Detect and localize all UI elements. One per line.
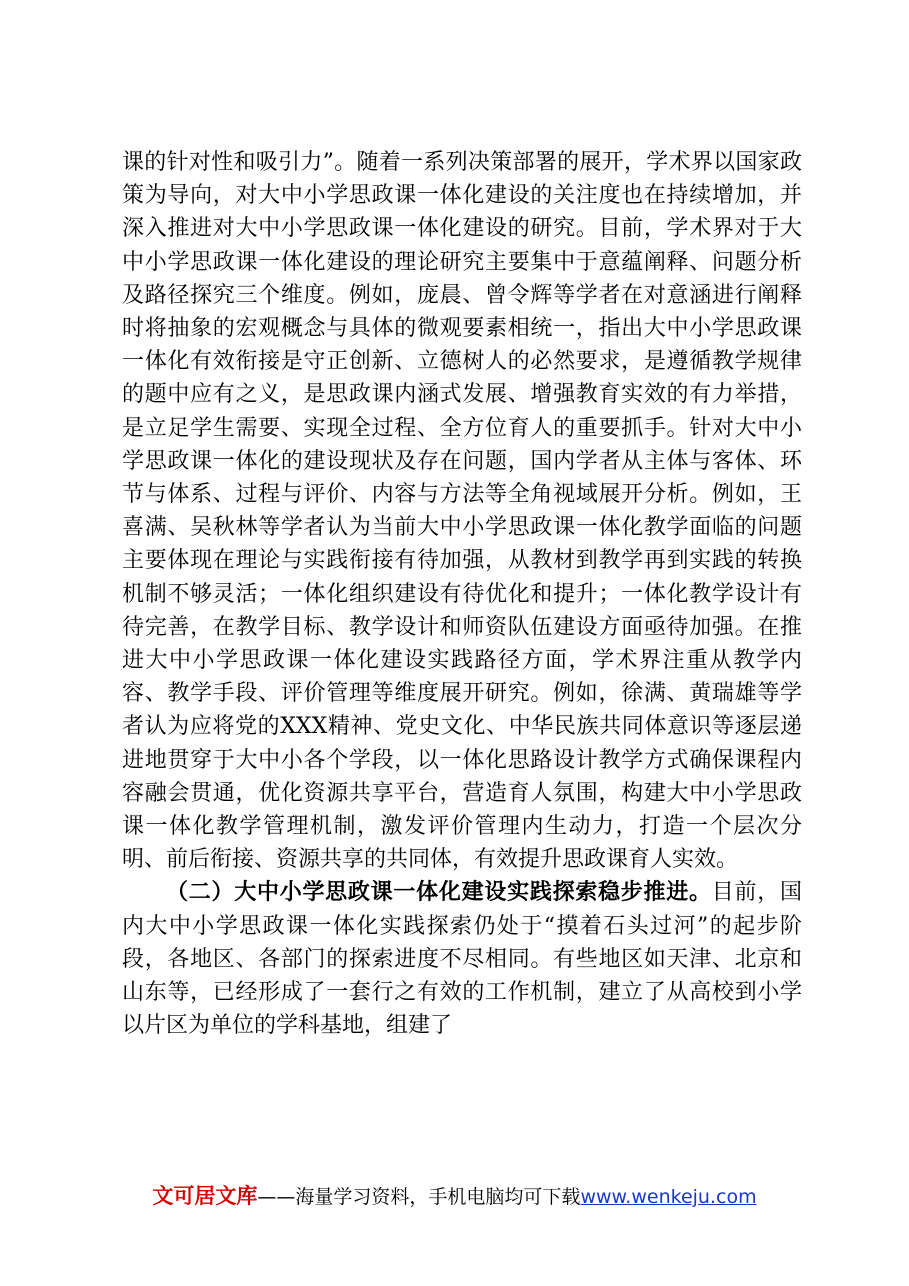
footer-slogan: ——海量学习资料，手机电脑均可下载 bbox=[257, 1186, 581, 1208]
footer-banner bbox=[0, 1183, 909, 1210]
paragraph-text: 目前，国内大中小学思政课一体化实践探索仍处于“摸着石头过河”的起步阶段，各地区、各部门的探索进度不尽相同。有些地区如天津、北京和山东等，已经形成了一套行之有效的工作机制，建立了从高校到小学以片区为单位的学科基地，组建了 bbox=[122, 880, 802, 1039]
footer-brand: 文可居文库 bbox=[152, 1184, 258, 1208]
footer-website-link[interactable]: www.wenkeju.com bbox=[580, 1186, 757, 1208]
paragraph bbox=[122, 876, 802, 1042]
paragraph bbox=[122, 146, 802, 876]
section-heading: （二）大中小学思政课一体化建设实践探索稳步推进。 bbox=[166, 879, 712, 906]
paragraph-text: 课的针对性和吸引力”。随着一系列决策部署的展开，学术界以国家政策为导向，对大中小学思政课一体化建设的关注度也在持续增加，并深入推进对大中小学思政课一体化建设的研究。目前，学术界对于大中小学思政课一体化建设的理论研究主要集中于意蕴阐释、问题分析及路径探究三个维度。例如，庞晨、曾令辉等学者在对意涵进行阐释时将抽象的宏观概念与具体的微观要素相统一，指出大中小学思政课一体化有效衔接是守正创新、立德树人的必然要求，是遵循教学规律的题中应有之义，是思政课内涵式发展、增强教育实效的有力举措，是立足学生需要、实现全过程、全方位育人的重要抓手。针对大中小学思政课一体化的建设现状及存在问题，国内学者从主体与客体、环节与体系、过程与评价、内容与方法等全角视域展开分析。例如，王喜满、吴秋林等学者认为当前大中小学思政课一体化教学面临的问题主要体现在理论与实践衔接有待加强，从教材到教学再到实践的转换机制不够灵活；一体化组织建设有待优化和提升；一体化教学设计有待完善，在教学目标、教学设计和师资队伍建设方面亟待加强。在推进大中小学思政课一体化建设实践路径方面，学术界注重从教学内容、教学手段、评价管理等维度展开研究。例如，徐满、黄瑞雄等学者认为应将党的XXX精神、党史文化、中华民族共同体意识等逐层递进地贯穿于大中小各个学段，以一体化思路设计教学方式确保课程内容融会贯通，优化资源共享平台，营造育人氛围，构建大中小学思政课一体化教学管理机制，激发评价管理内生动力，打造一个层次分明、前后衔接、资源共享的共同体，有效提升思政课育人实效。 bbox=[122, 150, 802, 873]
document-body bbox=[122, 146, 802, 1042]
